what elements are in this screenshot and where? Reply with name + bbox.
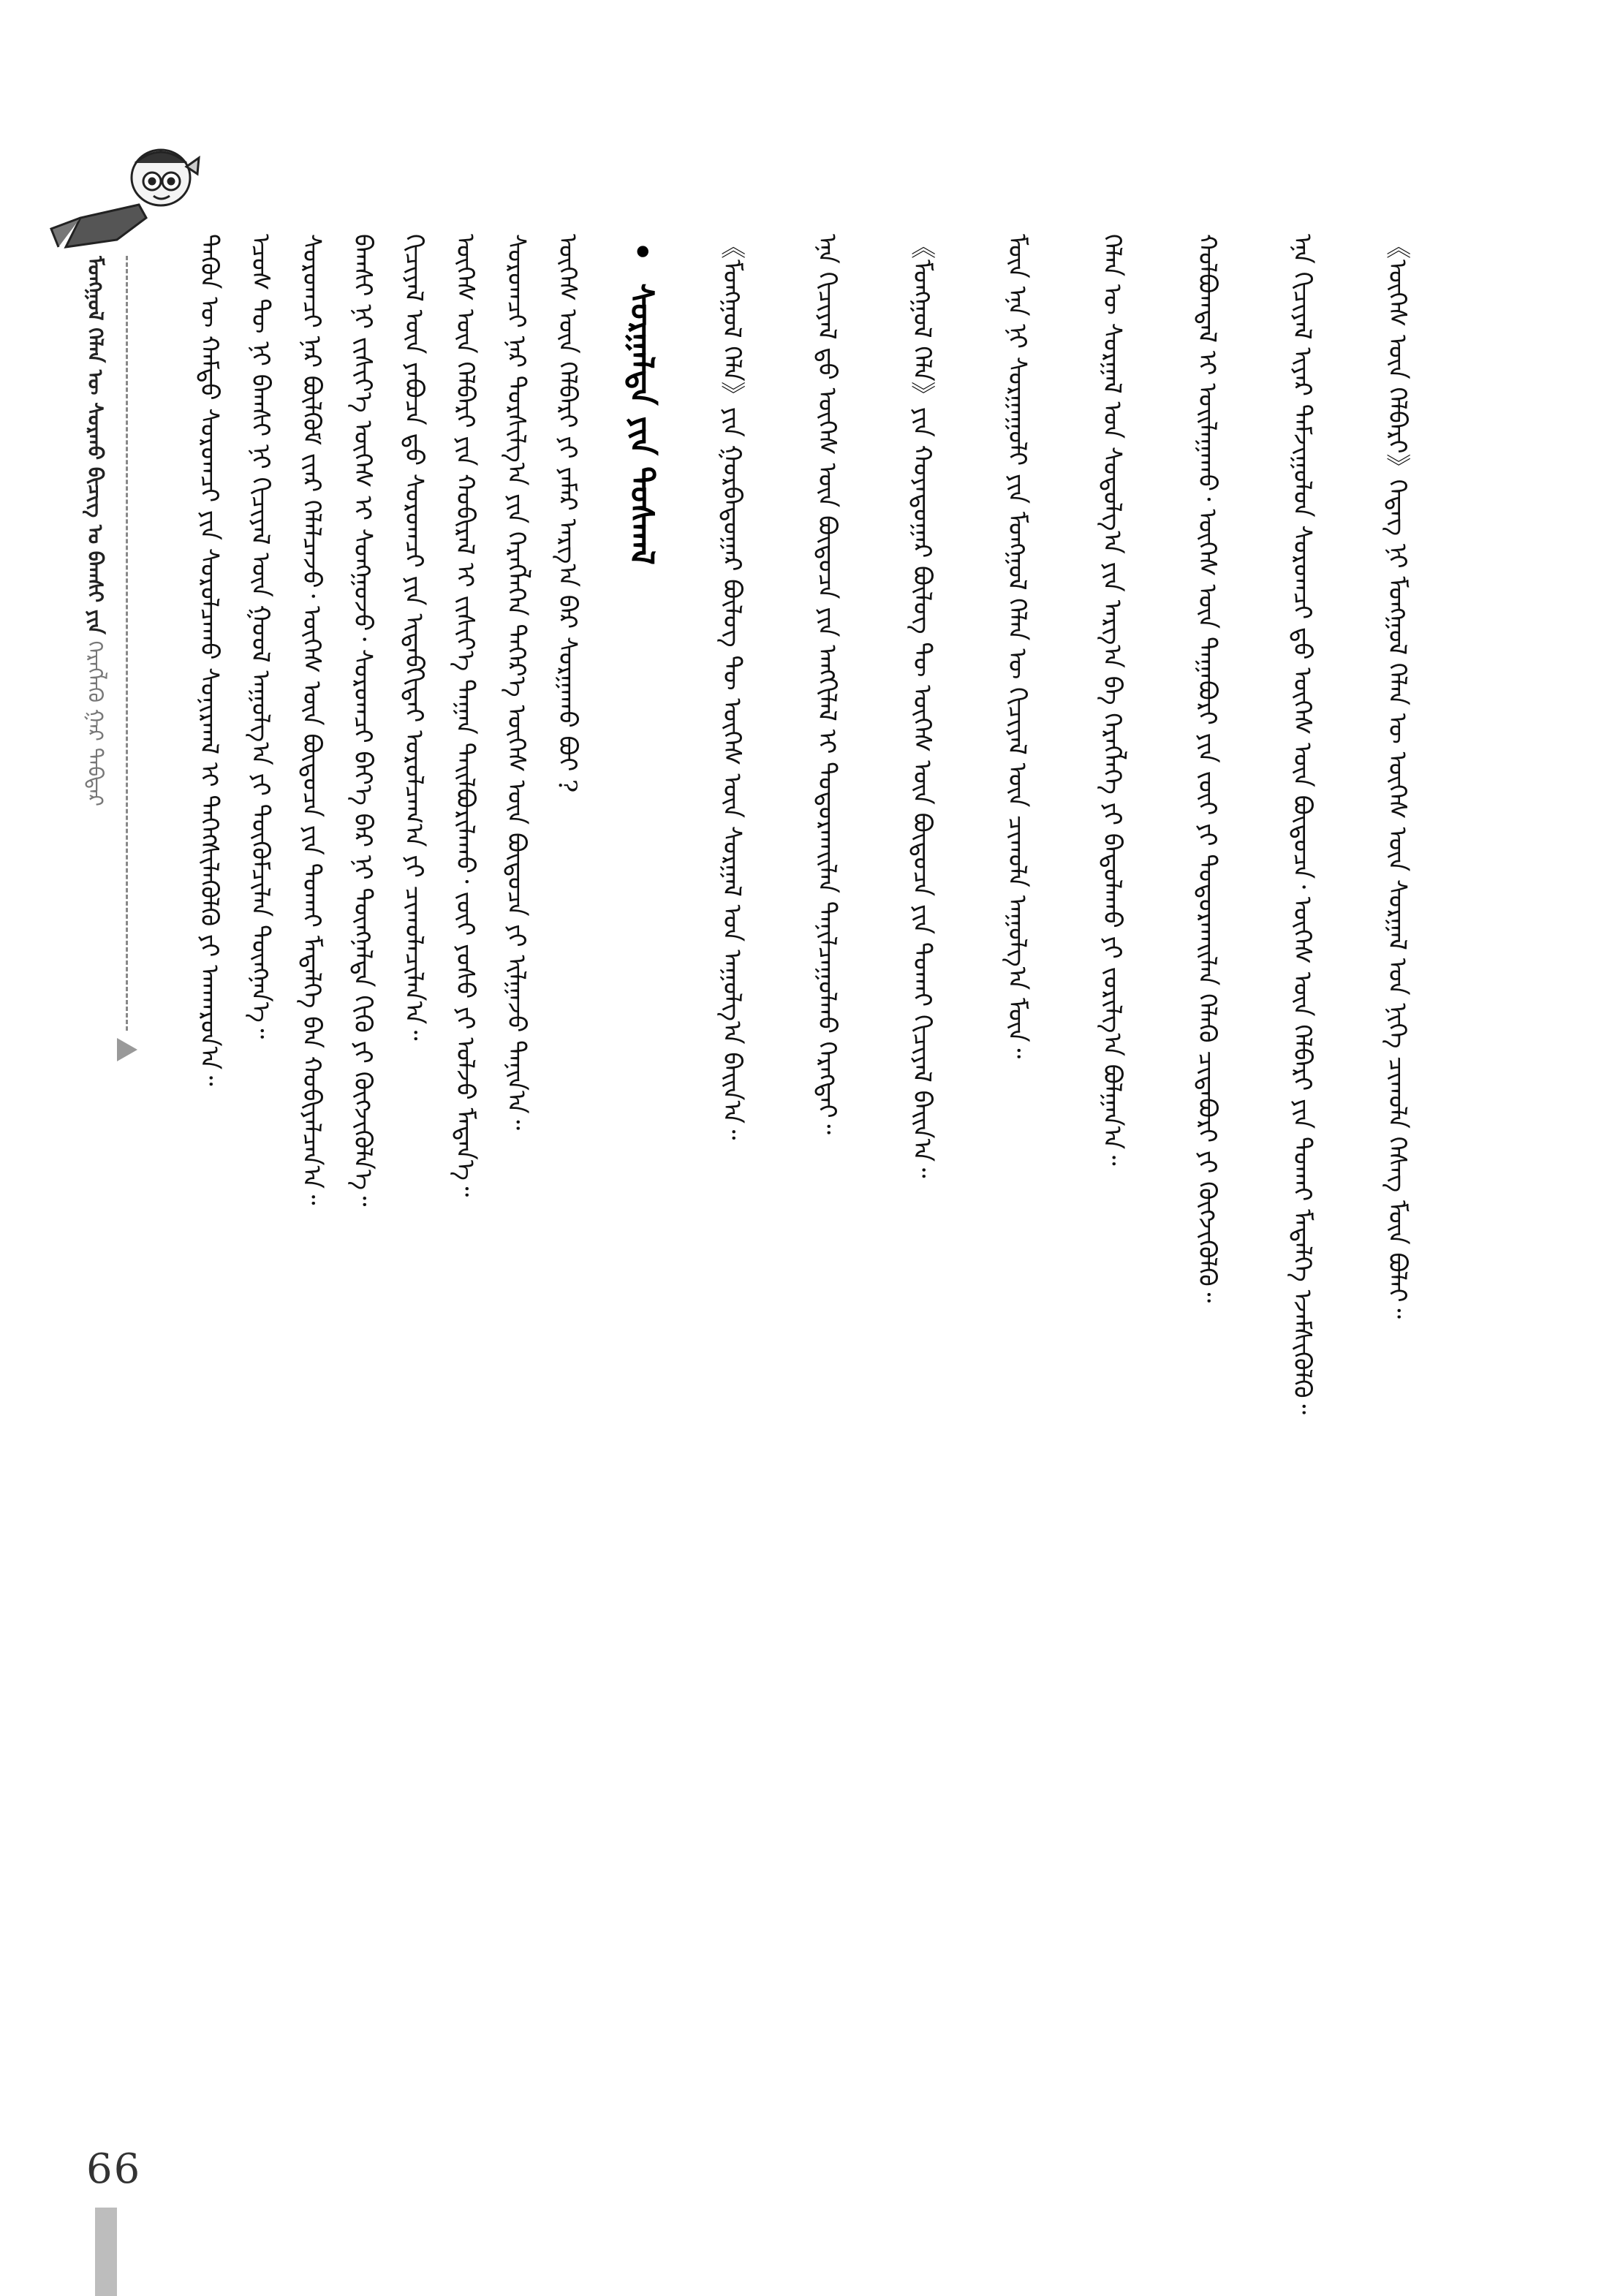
page-edge-tab: [95, 2208, 117, 2296]
lower-paragraph-column: ᠦᠭᠡᠰ ᠦᠨ ᠬᠡᠯᠪᠡᠷᠢ ᠶᠢ ᠶᠠᠮᠠᠷ ᠠᠷᠭ᠎ᠠ ᠪᠠᠷ ᠰᠤᠷᠭᠠᠬᠤ ᠪᠤᠢ ?: [553, 234, 582, 793]
lower-paragraph-column: ᠲᠡᠭᠦᠨ ᠦ ᠬᠠᠮᠲᠤ ᠰᠤᠷᠤᠭᠴᠢ ᠶᠢᠨ ᠰᠤᠷᠤᠯᠴᠠᠬᠤ ᠰᠣᠨᠢᠷᠬᠠᠯ ᠢ ᠳᠡᠭᠡᠭᠰᠢᠯᠡᠭᠦᠯᠬᠦ ᠶᠢ ᠠᠨᠬᠠᠷᠤᠨ᠎ᠠ᠃: [194, 234, 224, 1086]
lower-paragraph-column: ᠰᠤᠷᠤᠭᠴᠢ ᠨᠠᠷ ᠲᠤᠷᠰᠢᠯᠭ᠎ᠠ ᠶᠢᠨ ᠬᠡᠷᠡᠭᠯᠡᠭᠡᠨ ᠳᠡᠭᠡᠷ᠎ᠡ ᠦᠭᠡᠰ ᠦᠨ ᠪᠦᠲᠦᠴᠡ ᠶᠢ ᠢᠯᠭᠠᠵᠤ ᠲᠠᠨᠢᠨ᠎ᠠ᠃: [502, 234, 531, 1130]
section-heading-text: ᠰᠤᠷᠭᠠᠯᠲᠠ ᠶᠢᠨ ᠲᠣᠰᠬᠠᠯ: [623, 283, 660, 565]
upper-paragraph-column: ᠮᠥᠨ ᠡᠨᠡ ᠨᠢ ᠰᠤᠷᠭᠠᠭᠤᠯᠢ ᠶᠢᠨ ᠮᠣᠩᠭᠣᠯ ᠬᠡᠯᠡᠨ ᠦ ᠬᠢᠴᠢᠶᠡᠯ ᠦᠨ ᠴᠢᠬᠤᠯᠠ ᠠᠭᠤᠯᠭ᠎ᠠ ᠮᠥᠨ᠃: [1002, 234, 1032, 1059]
lower-paragraph-column: ᠦᠭᠡᠰ ᠦᠨ ᠬᠡᠯᠪᠡᠷᠢ ᠶᠢᠨ ᠬᠤᠪᠢᠷᠠᠯ ᠢ ᠵᠢᠱᠢᠶ᠎ᠡ ᠳᠠᠭᠠᠨ ᠲᠠᠢᠯᠪᠤᠷᠢᠯᠠᠬᠤ᠂ ᠵᠦᠢ ᠶᠣᠰᠣ ᠶᠢ ᠣᠯᠵᠤ ᠮᠡᠳᠡᠨ᠎ᠡ᠃: [450, 234, 480, 1197]
lower-paragraph-column: ᠬᠢᠴᠢᠶᠡᠯ ᠦᠨ ᠶᠠᠪᠤᠴᠠ ᠳ᠋ᠤ ᠰᠤᠷᠤᠭᠴᠢ ᠶᠢᠨ ᠢᠳᠡᠪᠬᠢᠲᠡᠢ ᠣᠷᠣᠯᠴᠠᠭ᠎ᠠ ᠶᠢ ᠴᠢᠬᠤᠯᠠᠴᠢᠯᠠᠨ᠎ᠠ᠃: [399, 234, 428, 1041]
upper-paragraph-column: ᠬᠣᠯᠪᠣᠭᠳᠠᠯ ᠢ ᠣᠢᠯᠠᠭᠠᠬᠤ᠂ ᠦᠭᠡᠰ ᠦᠨ ᠳᠠᠭᠠᠪᠤᠷᠢ ᠶᠢᠨ ᠵᠦᠢ ᠶᠢ ᠲᠣᠳᠣᠷᠬᠠᠢᠯᠠᠨ ᠬᠡᠯᠡᠬᠦ ᠴᠢᠳᠠᠪᠤᠷᠢ ᠶᠢ ᠬᠥᠭᠵᠢᠭᠦᠯᠬᠦ᠃: [1192, 234, 1222, 1303]
upper-paragraph-column: ᠡᠨᠡ ᠬᠢᠴᠢᠶᠡᠯ ᠳ᠋ᠤ ᠦᠭᠡᠰ ᠦᠨ ᠪᠦᠲᠦᠴᠡ ᠶᠢᠨ ᠠᠩᠭᠢᠯᠠᠯ ᠢ ᠲᠣᠳᠣᠷᠬᠠᠢᠯᠠᠨ ᠲᠠᠨᠢᠯᠴᠠᠭᠤᠯᠬᠤ ᠬᠡᠷᠡᠭᠲᠡᠢ᠃: [812, 234, 841, 1135]
heading-bullet: •: [623, 241, 660, 262]
running-header: [82, 256, 118, 1038]
running-header-title: ᠮᠣᠩᠭᠣᠯ ᠬᠡᠯᠡᠨ ᠦ ᠰᠤᠷᠬᠤ ᠪᠢᠴᠢᠭ ᠤ ᠪᠠᠭᠰᠢ ᠶᠢᠨ: [83, 256, 107, 634]
mascot-illustration: [37, 137, 205, 254]
lower-paragraph-column: ᠪᠠᠭᠰᠢ ᠨᠢ ᠵᠢᠱᠢᠶ᠎ᠡ ᠦᠭᠡᠰ ᠢ ᠰᠣᠩᠭᠣᠵᠤ᠂ ᠰᠤᠷᠤᠭᠴᠢ ᠪᠡᠶ᠎ᠡ ᠪᠡᠷ ᠨᠢ ᠳᠦᠩᠨᠡᠯᠲᠡ ᠬᠢᠬᠦ ᠶᠢ ᠬᠥᠭᠵᠢᠭᠦᠯᠨ᠎ᠡ᠃: [348, 234, 377, 1207]
header-dashed-rule: [126, 256, 128, 1031]
upper-paragraph-column: 《ᠮᠣᠩᠭᠣᠯ ᠬᠡᠯᠡ》ᠶᠢᠨ ᠭᠤᠷᠪᠠᠳᠤᠭᠠᠷ ᠪᠦᠯᠦᠭ ᠲᠦ ᠦᠭᠡᠰ ᠦᠨ ᠰᠤᠷᠭᠠᠯ ᠤᠨ ᠠᠭᠤᠯᠭ᠎ᠠ ᠪᠠᠢᠨ᠎ᠠ᠃: [717, 234, 746, 1140]
lower-paragraph-column: ᠡᠴᠦᠰ ᠲᠦ ᠨᠢ ᠪᠠᠭᠰᠢ ᠨᠢ ᠬᠢᠴᠢᠶᠡᠯ ᠦᠨ ᠭᠣᠣᠯ ᠠᠭᠤᠯᠭ᠎ᠠ ᠶᠢ ᠳᠦᠭᠦᠮᠴᠢᠯᠡᠨ ᠳᠦᠩᠨᠡᠨ᠎ᠡ᠃: [246, 234, 275, 1039]
lower-paragraph-column: ᠰᠤᠷᠤᠭᠴᠢ ᠨᠠᠷ ᠪᠦᠯᠬᠦᠮ ᠵᠢᠡᠷ ᠬᠡᠯᠡᠯᠴᠡᠵᠦ᠂ ᠦᠭᠡᠰ ᠦᠨ ᠪᠦᠲᠦᠴᠡ ᠶᠢᠨ ᠲᠤᠬᠠᠢ ᠮᠡᠳᠡᠯᠭᠡ ᠪᠡᠨ ᠬᠤᠪᠢᠶᠠᠯᠴᠠᠨ᠎ᠠ᠃: [297, 234, 326, 1205]
running-header-subtitle: ᠬᠡᠷᠡᠭᠯᠡᠬᠦ ᠭᠠᠷ ᠳᠡᠪᠲᠡᠷ: [83, 640, 107, 806]
upper-paragraph-column: 《ᠮᠣᠩᠭᠣᠯ ᠬᠡᠯᠡ》ᠶᠢᠨ ᠬᠣᠶᠠᠳᠤᠭᠠᠷ ᠪᠦᠯᠦᠭ ᠲᠦ ᠦᠭᠡᠰ ᠦᠨ ᠪᠦᠲᠦᠴᠡ ᠶᠢᠨ ᠲᠤᠬᠠᠢ ᠬᠢᠴᠢᠶᠡᠯ ᠪᠠᠢᠨ᠎ᠠ᠃: [907, 234, 937, 1178]
upper-paragraph-column: ᠬᠡᠯᠡᠨ ᠦ ᠰᠤᠷᠭᠠᠯ ᠤᠨ ᠰᠤᠳᠤᠯᠭ᠎ᠠ ᠶᠢᠨ ᠠᠷᠭ᠎ᠠ ᠪᠠ ᠬᠡᠷᠡᠭᠯᠡᠭᠡ ᠶᠢ ᠪᠠᠳᠤᠯᠠᠬᠤ ᠶᠢ ᠵᠣᠷᠢᠯᠭ᠎ᠠ ᠪᠣᠯᠭᠠᠨ᠎ᠠ᠃: [1097, 234, 1127, 1166]
upper-paragraph-column: 《ᠦᠭᠡᠰ ᠦᠨ ᠬᠡᠯᠪᠡᠷᠢ》ᠭᠡᠳᠡᠭ ᠨᠢ ᠮᠣᠩᠭᠣᠯ ᠬᠡᠯᠡᠨ ᠦ ᠦᠭᠡᠰ ᠦᠨ ᠰᠤᠷᠭᠠᠯ ᠤᠨ ᠨᠢᠭᠡ ᠴᠢᠬᠤᠯᠠ ᠬᠡᠰᠡᠭ ᠮᠥᠨ ᠪᠣᠯᠠᠢ᠃: [1382, 234, 1412, 1319]
section-heading: [621, 241, 678, 651]
upper-paragraph-column: ᠡᠨᠡ ᠬᠢᠴᠢᠶᠡᠯ ᠢᠶᠡᠷ ᠳᠠᠮᠵᠢᠭᠤᠯᠤᠨ ᠰᠤᠷᠤᠭᠴᠢ ᠳ᠋ᠤ ᠦᠭᠡᠰ ᠦᠨ ᠪᠦᠲᠦᠴᠡ᠂ ᠦᠭᠡᠰ ᠦᠨ ᠬᠡᠯᠪᠡᠷᠢ ᠶᠢᠨ ᠲᠤᠬᠠᠢ ᠮᠡᠳᠡᠯᠭᠡ ᠡᠵᠡᠮᠰᠢᠭᠦᠯᠬᠦ᠃: [1287, 234, 1317, 1415]
triangle-arrow-icon: [116, 1037, 139, 1063]
page-number: 66: [86, 2145, 142, 2193]
